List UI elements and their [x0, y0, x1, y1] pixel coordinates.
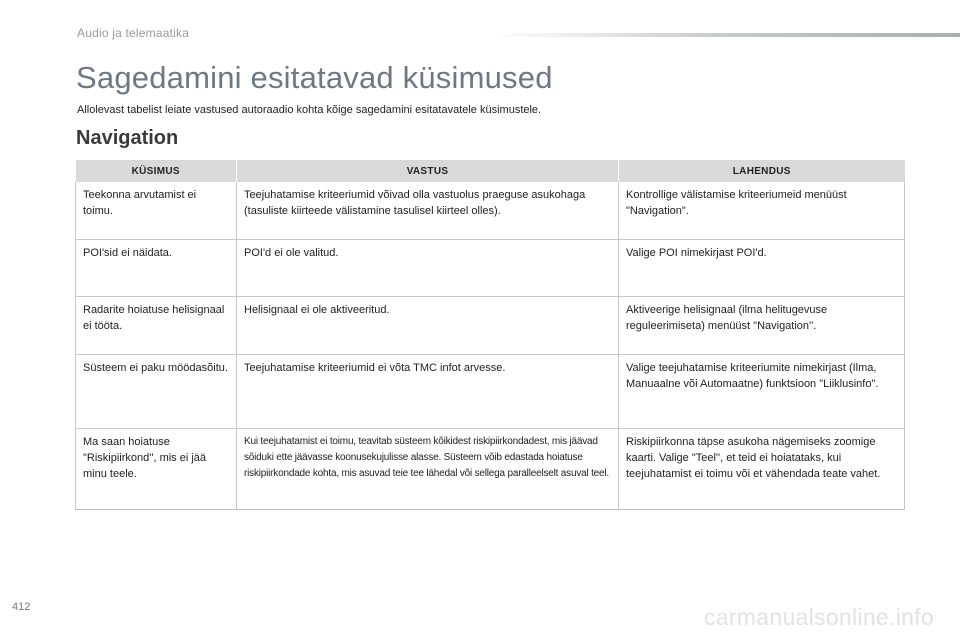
question-cell: Ma saan hoiatuse "Riskipiirkond'', mis ei jää minu teele.	[76, 428, 237, 509]
solution-cell: Valige teejuhatamise kriteeriumite nimekirjast (Ilma, Manuaalne või Automaatne) funktsioon "Liiklusinfo".	[619, 354, 905, 428]
answer-cell: Teejuhatamise kriteeriumid ei võta TMC infot arvesse.	[237, 354, 619, 428]
solution-cell: Aktiveerige helisignaal (ilma helitugevuse reguleerimiseta) menüüst "Navigation''.	[619, 296, 905, 354]
question-cell: Süsteem ei paku möödasõitu.	[76, 354, 237, 428]
table-row	[76, 354, 905, 428]
page-number: 412	[12, 601, 31, 613]
table-row	[76, 239, 905, 296]
watermark: carmanualsonline.info	[703, 604, 934, 630]
intro-text: Allolevast tabelist leiate vastused autoraadio kohta kõige sagedamini esitatavatele küsimustele.	[77, 104, 542, 116]
column-header-question: KÜSIMUS	[76, 160, 237, 182]
table-row	[76, 296, 905, 354]
column-header-solution: LAHENDUS	[619, 160, 905, 182]
answer-cell: POI'd ei ole valitud.	[237, 239, 619, 296]
header-divider	[494, 33, 960, 37]
table-row	[76, 428, 905, 509]
page-title: Sagedamini esitatavad küsimused	[76, 60, 553, 95]
running-header: Audio ja telemaatika	[77, 26, 190, 40]
solution-cell: Valige POI nimekirjast POI'd.	[619, 239, 905, 296]
answer-cell: Teejuhatamise kriteeriumid võivad olla vastuolus praeguse asukohaga (tasuliste kiirteede välistamine tasulisel kiirteel olles).	[237, 182, 619, 239]
answer-cell: Kui teejuhatamist ei toimu, teavitab süsteem kõikidest riskipiirkondadest, mis jäävad sõiduki ette jäävasse koonusekujulisse alasse. Süsteem võib edastada hoiatuse riskipiirkondade kohta, mis asuvad teie tee lähedal või sellega paralleelselt asuval teel.	[237, 428, 619, 509]
answer-cell: Helisignaal ei ole aktiveeritud.	[237, 296, 619, 354]
solution-cell: Riskipiirkonna täpse asukoha nägemiseks zoomige kaarti. Valige "Teel'', et teid ei hoiatataks, kui teejuhatamist ei toimu või et vähendada teate vahet.	[619, 428, 905, 509]
table-row	[76, 182, 905, 239]
solution-cell: Kontrollige välistamise kriteeriumeid menüüst "Navigation".	[619, 182, 905, 239]
question-cell: Radarite hoiatuse helisignaal ei tööta.	[76, 296, 237, 354]
section-title: Navigation	[76, 127, 179, 149]
question-cell: Teekonna arvutamist ei toimu.	[76, 182, 237, 239]
faq-table	[75, 160, 905, 510]
table-header-row	[76, 160, 905, 182]
question-cell: POI'sid ei näidata.	[76, 239, 237, 296]
column-header-answer: VASTUS	[237, 160, 619, 182]
